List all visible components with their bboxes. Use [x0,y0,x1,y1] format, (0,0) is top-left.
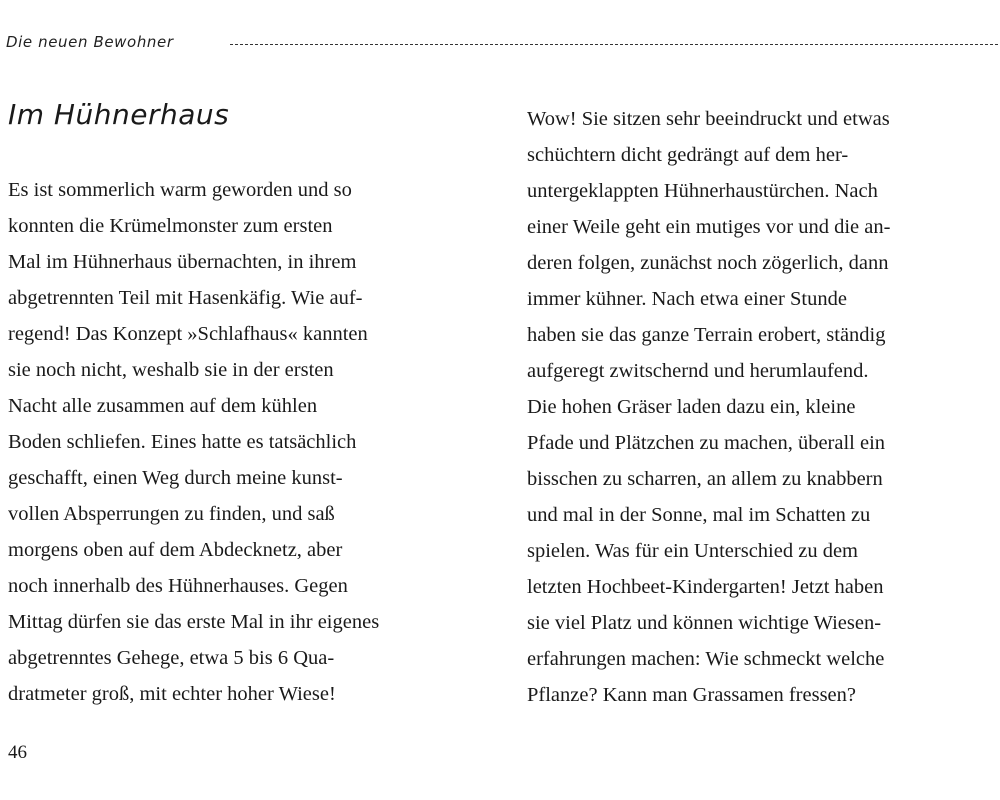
text-line: vollen Absperrungen zu finden, und saß [8,503,335,525]
text-line: noch innerhalb des Hühnerhauses. Gegen [8,575,348,597]
text-line: Boden schliefen. Eines hatte es tatsächlich [8,431,357,453]
text-line: Die hohen Gräser laden dazu ein, kleine [527,396,856,418]
text-line: abgetrenntes Gehege, etwa 5 bis 6 Qua- [8,647,335,669]
text-line: Mittag dürfen sie das erste Mal in ihr eigenes [8,611,380,633]
text-line: Es ist sommerlich warm geworden und so [8,179,352,201]
text-line: Pflanze? Kann man Grassamen fressen? [527,684,857,706]
page-number: 46 [8,742,27,763]
text-line: abgetrennten Teil mit Hasenkäfig. Wie auf- [8,287,363,309]
text-line: Wow! Sie sitzen sehr beeindruckt und etwas [527,108,890,130]
text-line: immer kühner. Nach etwa einer Stunde [527,288,847,310]
text-line: einer Weile geht ein mutiges vor und die an- [527,216,891,238]
text-line: untergeklappten Hühnerhaustürchen. Nach [527,180,878,202]
text-line: haben sie das ganze Terrain erobert, ständig [527,324,886,346]
text-line: Nacht alle zusammen auf dem kühlen [8,395,318,417]
text-line: bisschen zu scharren, an allem zu knabbern [527,468,883,490]
text-line: Pfade und Plätzchen zu machen, überall ein [527,432,886,454]
text-line: schüchtern dicht gedrängt auf dem her- [527,144,849,166]
text-line: deren folgen, zunächst noch zögerlich, dann [527,252,889,274]
left-text-column [8,172,478,712]
running-header: Die neuen Bewohner [6,33,174,51]
text-line: Mal im Hühnerhaus übernachten, in ihrem [8,251,357,273]
text-line: geschafft, einen Weg durch meine kunst- [8,467,343,489]
text-line: konnten die Krümelmonster zum ersten [8,215,333,237]
text-line: dratmeter groß, mit echter hoher Wiese! [8,683,336,705]
text-line: und mal in der Sonne, mal im Schatten zu [527,504,871,526]
chapter-title: Im Hühnerhaus [8,98,230,131]
text-line: morgens oben auf dem Abdecknetz, aber [8,539,343,561]
text-line: sie noch nicht, weshalb sie in der ersten [8,359,334,381]
text-line: aufgeregt zwitschernd und herumlaufend. [527,360,869,382]
header-divider [230,44,998,45]
text-line: letzten Hochbeet-Kindergarten! Jetzt haben [527,576,884,598]
text-line: regend! Das Konzept »Schlafhaus« kannten [8,323,368,345]
text-line: sie viel Platz und können wichtige Wiesen- [527,612,882,634]
text-line: erfahrungen machen: Wie schmeckt welche [527,648,885,670]
text-line: spielen. Was für ein Unterschied zu dem [527,540,858,562]
right-text-column [527,101,997,713]
